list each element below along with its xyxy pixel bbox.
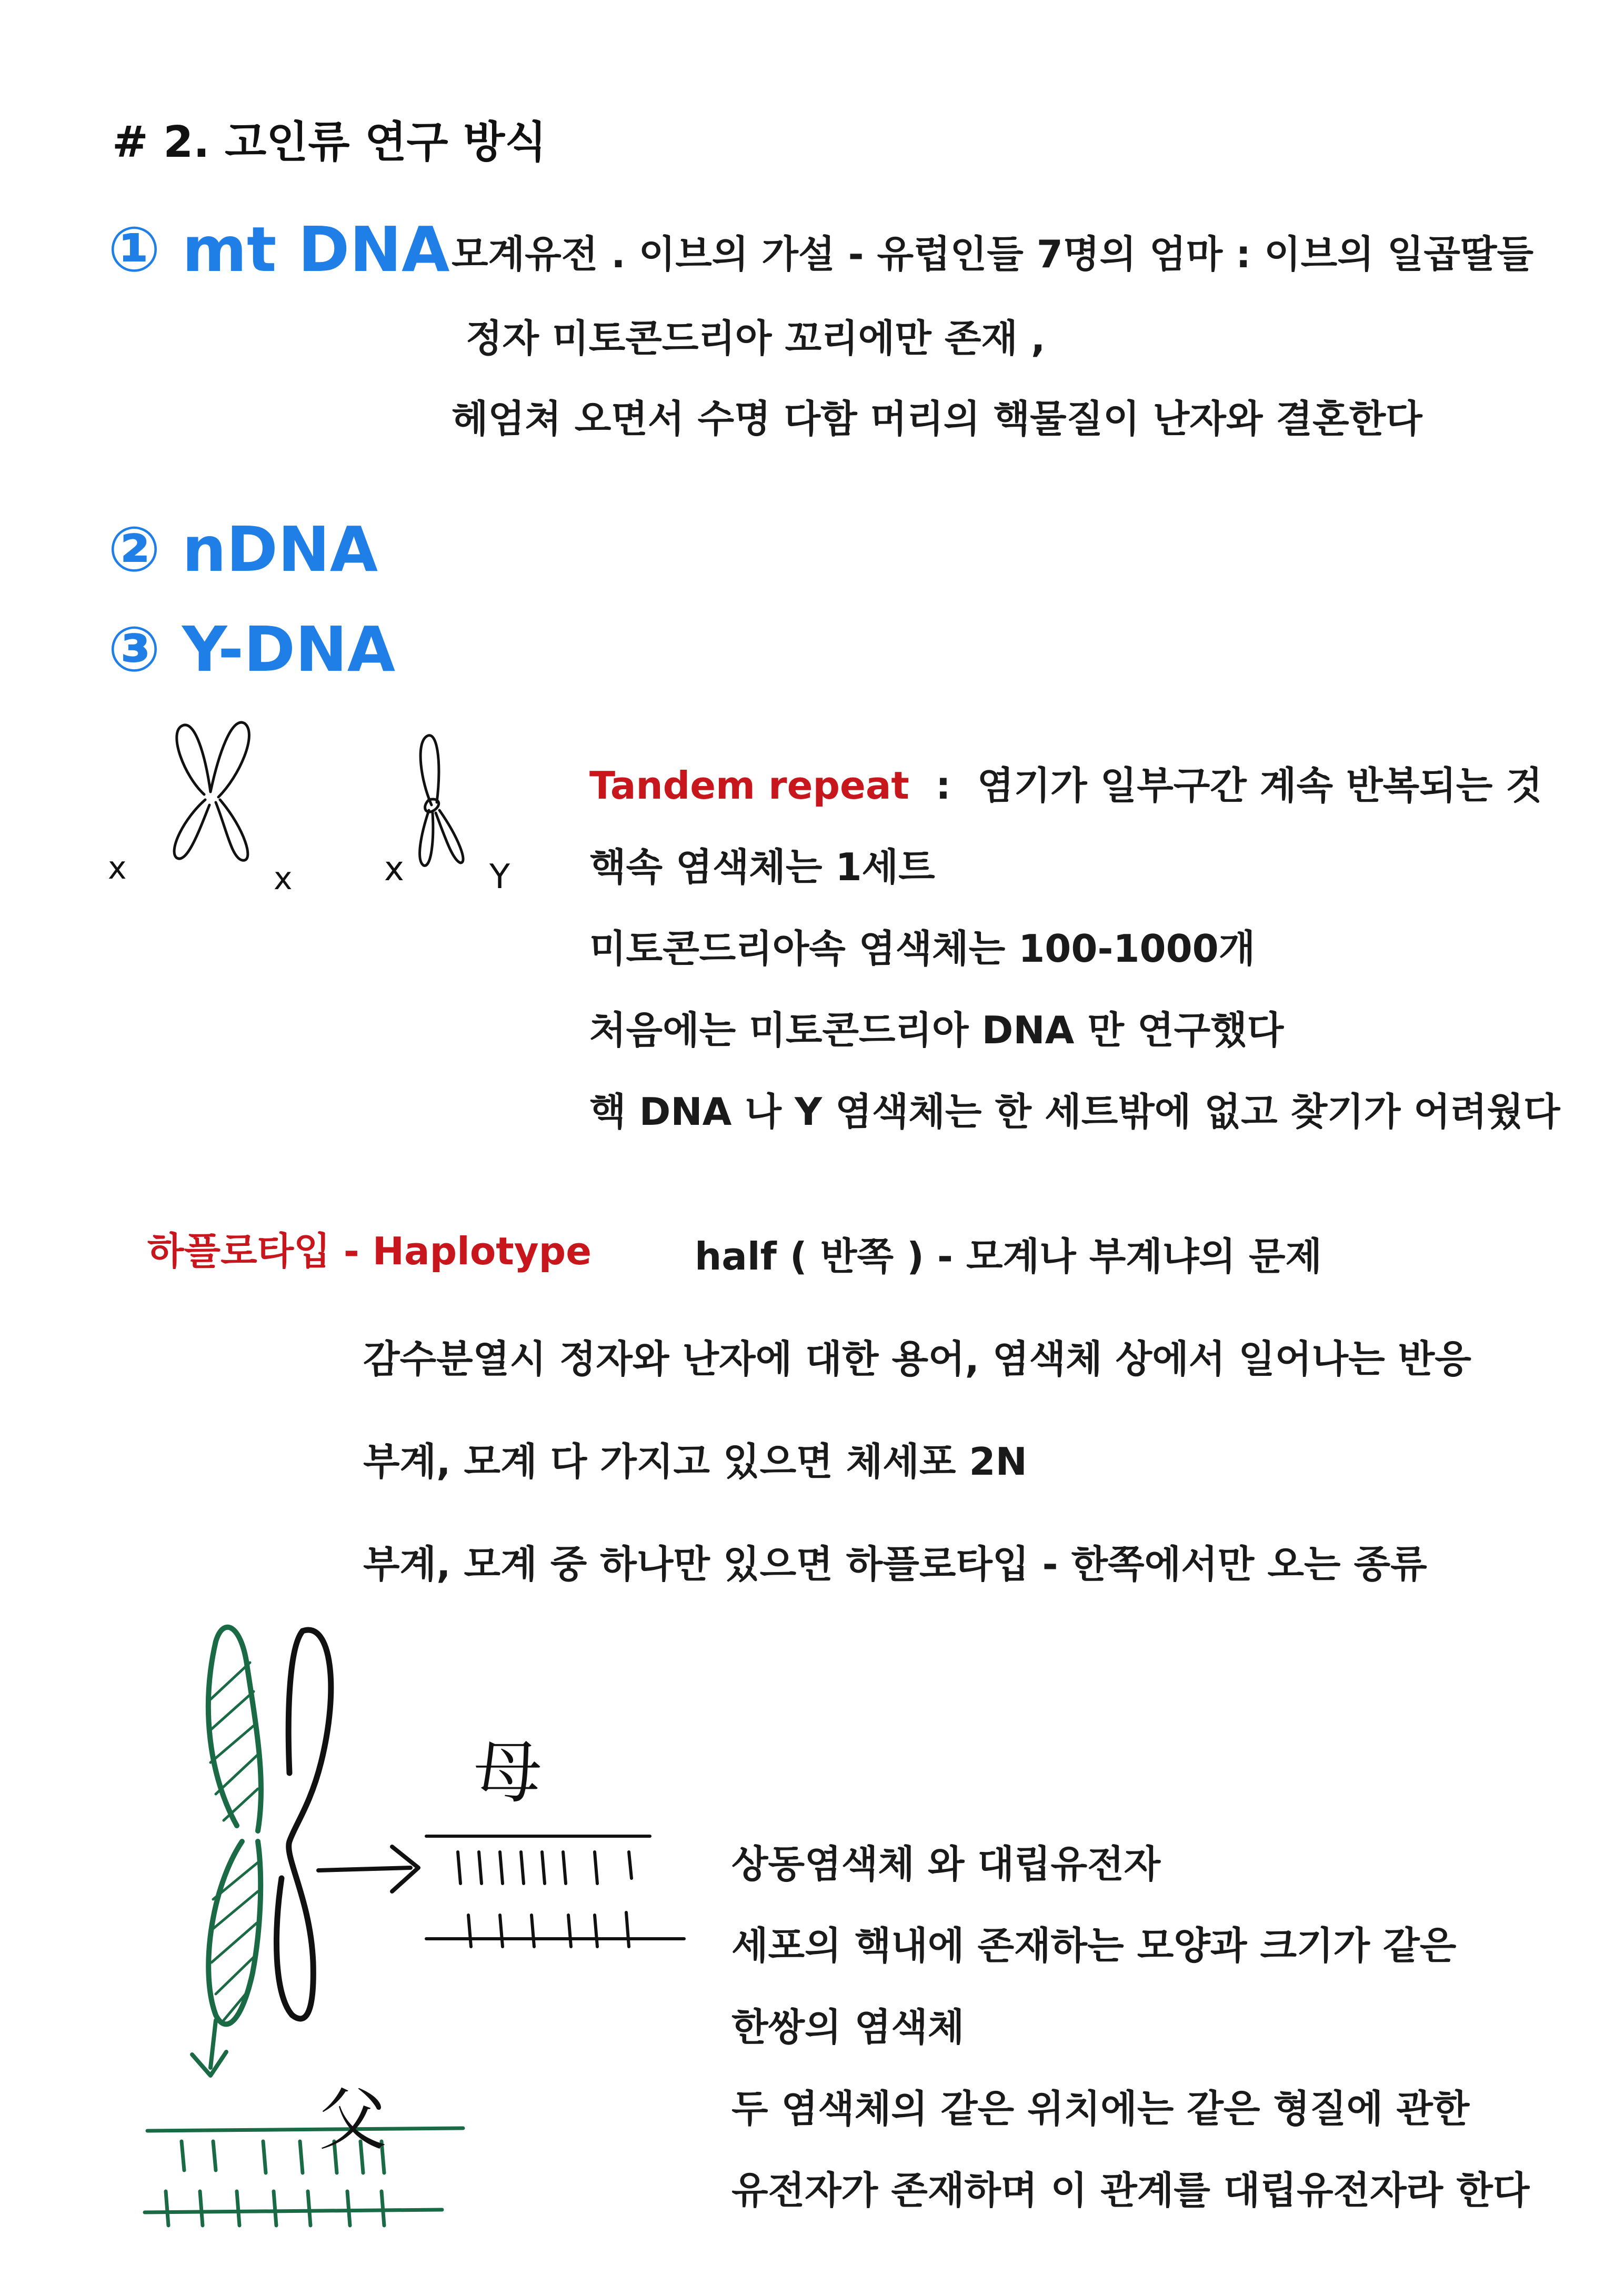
page-title: # 2. 고인류 연구 방식 — [112, 117, 547, 167]
tandem-line-4: 핵 DNA 나 Y 염색체는 한 세트밖에 없고 찾기가 어려웠다 — [589, 1090, 1560, 1134]
homologous-line-5: 유전자가 존재하며 이 관계를 대립유전자라 한다 — [731, 2168, 1530, 2212]
tandem-line-1: 핵속 염색체는 1세트 — [589, 845, 935, 889]
chromosome-small-lower-left — [420, 810, 433, 865]
chromosome-x-large-upper-right — [210, 722, 249, 797]
section-y-dna-label: ③ Y-DNA — [108, 613, 396, 686]
black-chromosome-outline — [276, 1630, 330, 2019]
mother-lower-ticks — [468, 1912, 629, 1947]
homologous-line-4: 두 염색체의 같은 위치에는 같은 형질에 관한 — [731, 2087, 1470, 2131]
homologous-line-3: 한쌍의 염색체 — [731, 2005, 965, 2049]
father-upper-bar — [147, 2128, 463, 2131]
chromosome-x-large-lower-right — [216, 800, 248, 860]
haplotype-line-3: 부계, 모계 중 하나만 있으면 하플로타입 - 한쪽에서만 오는 종류 — [363, 1542, 1427, 1586]
father-allele-bars — [145, 2128, 463, 2225]
haplotype-line-1: 감수분열시 정자와 난자에 대한 용어, 염색체 상에서 일어나는 반응 — [363, 1337, 1471, 1381]
green-chromosome-outline-upper — [208, 1627, 261, 1831]
sketch-mark-x-2: x — [274, 860, 293, 897]
green-chromosome — [192, 1627, 261, 2076]
tandem-term: Tandem repeat — [589, 763, 909, 808]
mother-character-label: 母 — [474, 1733, 543, 1812]
right-arrow — [318, 1847, 418, 1891]
chromosome-x-large-upper-left — [177, 725, 210, 794]
homologous-chromosome-diagram — [132, 1605, 737, 2236]
homologous-line-1: 상동염색체 와 대립유전자 — [731, 1842, 1161, 1886]
section-mt-dna-label: ① mt DNA — [108, 213, 450, 286]
chromosome-small-upper — [420, 736, 439, 805]
sketch-mark-y: Y — [489, 858, 510, 897]
mt-dna-line-3: 헤엄쳐 오면서 수명 다함 머리의 핵물질이 난자와 결혼한다 — [452, 397, 1422, 441]
green-chromosome-hatch — [209, 1663, 258, 2020]
tandem-line-3: 처음에는 미토콘드리아 DNA 만 연구했다 — [589, 1008, 1284, 1052]
green-chromosome-tail — [210, 2020, 216, 2068]
section-ndna-label: ② nDNA — [108, 513, 378, 586]
tandem-line-2: 미토콘드리아속 염색체는 100-1000개 — [589, 927, 1256, 971]
sketch-mark-x-1: x — [108, 850, 127, 887]
homologous-line-2: 세포의 핵내에 존재하는 모양과 크기가 같은 — [731, 1924, 1457, 1968]
father-lower-ticks — [166, 2191, 384, 2225]
chromosome-x-large-lower-left — [174, 800, 209, 859]
mother-upper-ticks — [458, 1852, 631, 1884]
black-chromosome — [276, 1630, 330, 2019]
chromosome-small-lower-right — [436, 810, 463, 863]
tandem-definition: 염기가 일부구간 계속 반복되는 것 — [977, 763, 1542, 808]
black-chromosome-back — [288, 1631, 303, 1773]
father-character-label: 父 — [318, 2080, 387, 2160]
haplotype-note: half ( 반쪽 ) - 모계나 부계냐의 문제 — [695, 1234, 1322, 1278]
father-lower-bar — [145, 2210, 442, 2212]
tandem-definition-line — [589, 755, 1542, 810]
tandem-separator: : — [909, 763, 977, 808]
right-arrow-shaft — [318, 1868, 410, 1870]
mt-dna-line-2: 정자 미토콘드리아 꼬리에만 존재 , — [466, 316, 1046, 360]
sketch-mark-x-3: x — [384, 850, 404, 889]
mt-dna-line-1: 모계유전 . 이브의 가설 - 유럽인들 7명의 엄마 : 이브의 일곱딸들 — [452, 232, 1534, 276]
haplotype-term: 하플로타입 - Haplotype — [147, 1229, 592, 1273]
green-chromosome-outline-lower — [208, 1841, 260, 2024]
haplotype-line-2: 부계, 모계 다 가지고 있으면 체세포 2N — [363, 1439, 1027, 1484]
mother-allele-bars — [426, 1836, 684, 1947]
